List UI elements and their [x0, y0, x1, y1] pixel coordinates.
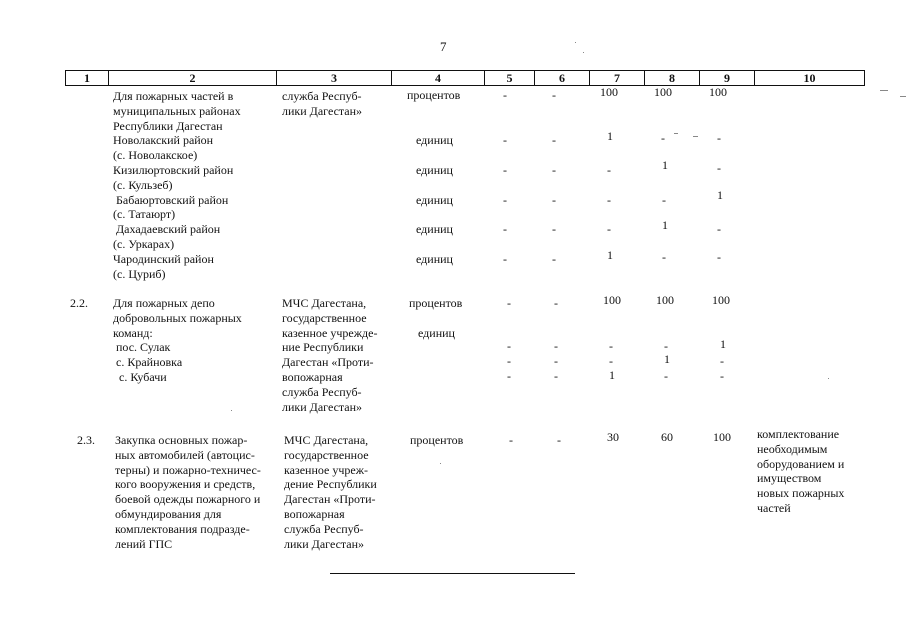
name-line: терны) и пожарно-техничес- — [115, 462, 261, 477]
col6-cell: - — [552, 163, 556, 177]
col8-cell: - — [662, 250, 666, 264]
col6-cell: - — [554, 354, 558, 368]
col7-cell: - — [609, 354, 613, 368]
name-line: Чародинский район — [113, 251, 214, 266]
col5-cell: - — [507, 354, 511, 368]
unit-cell: единиц — [416, 163, 453, 177]
col8-cell: 100 — [654, 85, 672, 99]
header-col-3: 3 — [277, 71, 392, 85]
block3-name — [115, 433, 261, 551]
col6-cell: - — [552, 88, 556, 102]
name-line: с. Кубачи — [113, 369, 167, 384]
result-line: комплектование — [757, 427, 840, 441]
col6-cell: - — [552, 193, 556, 207]
col9-cell: 1 — [717, 188, 723, 202]
header-col-9: 9 — [700, 71, 755, 85]
name-line: Новолакский район — [113, 133, 214, 148]
name-line: ных автомобилей (автоцис- — [115, 447, 255, 462]
name-line: Кизилюртовский район — [113, 162, 234, 177]
block3-executor — [284, 433, 377, 551]
col7-cell: 1 — [607, 248, 613, 262]
executor-line: служба Респуб- — [282, 384, 362, 399]
executor-line: казенное учреж- — [284, 462, 369, 477]
name-line: Дахадаевский район — [113, 222, 221, 237]
col8-cell: 60 — [661, 430, 673, 444]
col6-cell: - — [554, 369, 558, 383]
block3-result — [757, 427, 844, 516]
block2-name — [113, 296, 242, 385]
scan-speck — [880, 90, 888, 91]
unit-cell: процентов — [409, 296, 463, 310]
col5-cell: - — [503, 163, 507, 177]
name-line: с. Крайновка — [113, 355, 183, 370]
name-line: комплектования подразде- — [115, 521, 250, 536]
col7-cell: - — [607, 163, 611, 177]
scan-speck — [828, 378, 829, 379]
block1-name — [113, 89, 241, 281]
page-number: 7 — [440, 39, 447, 54]
executor-line: ние Республики — [282, 340, 364, 355]
header-col-2: 2 — [109, 71, 277, 85]
col8-cell: 1 — [662, 218, 668, 232]
col7-cell: - — [609, 339, 613, 353]
name-line: (с. Кульзеб) — [113, 177, 173, 192]
col8-cell: - — [664, 369, 668, 383]
executor-line: вопожарная — [284, 506, 345, 521]
executor-line: вопожарная — [282, 369, 343, 384]
executor-line: казенное учрежде- — [282, 325, 378, 340]
col5-cell: - — [507, 369, 511, 383]
name-line: (с. Уркарах) — [113, 236, 175, 251]
header-col-6: 6 — [535, 71, 590, 85]
name-line: Для пожарных депо — [113, 296, 215, 310]
col7-cell: 30 — [607, 430, 619, 444]
result-line: имуществом — [757, 471, 822, 486]
col9-cell: 100 — [712, 293, 730, 307]
executor-line: лики Дагестан» — [284, 536, 365, 551]
block2-executor — [282, 296, 377, 414]
col5-cell: - — [507, 339, 511, 353]
col6-cell: - — [552, 252, 556, 266]
executor-line: Дагестан «Проти- — [282, 355, 374, 370]
table-header — [65, 70, 865, 86]
scan-speck — [693, 136, 698, 137]
result-line: частей — [757, 500, 791, 515]
col9-cell: - — [717, 161, 721, 175]
scan-speck — [583, 52, 584, 53]
name-line: пос. Сулак — [113, 340, 171, 355]
executor-line: лики Дагестан» — [282, 399, 363, 414]
block1-executor — [282, 89, 362, 119]
result-line: необходимым — [757, 441, 828, 456]
col5-cell: - — [509, 433, 513, 447]
unit-cell: процентов — [407, 88, 461, 102]
col9-cell: - — [720, 354, 724, 368]
unit-cell: единиц — [418, 326, 455, 340]
col6-cell: - — [554, 296, 558, 310]
executor-line: государственное — [284, 447, 369, 462]
col6-cell: - — [552, 222, 556, 236]
name-line: добровольных пожарных — [113, 310, 242, 325]
col9-cell: 100 — [713, 430, 731, 444]
unit-cell: единиц — [416, 133, 453, 147]
bottom-divider — [330, 573, 575, 574]
col8-cell: - — [661, 131, 665, 145]
executor-line: служба Респуб- — [284, 521, 364, 536]
name-line: Бабаюртовский район — [113, 192, 229, 207]
executor-line: Дагестан «Проти- — [284, 492, 376, 507]
scan-speck — [440, 463, 441, 464]
col7-cell: - — [607, 222, 611, 236]
header-col-7: 7 — [590, 71, 645, 85]
col5-cell: - — [503, 193, 507, 207]
col9-cell: 100 — [709, 85, 727, 99]
name-line: команд: — [113, 325, 153, 340]
result-line: оборудованием и — [757, 456, 845, 471]
row-number: 2.3. — [77, 433, 95, 447]
header-col-5: 5 — [485, 71, 535, 85]
scan-speck — [900, 96, 906, 97]
scan-speck — [674, 133, 678, 134]
unit-cell: единиц — [416, 222, 453, 236]
col9-cell: 1 — [720, 337, 726, 351]
name-line: (с. Новолакское) — [113, 148, 198, 163]
col7-cell: 100 — [603, 293, 621, 307]
scan-speck — [575, 42, 576, 43]
col6-cell: - — [557, 433, 561, 447]
executor-line: служба Респуб- — [282, 89, 362, 103]
col7-cell: 1 — [607, 129, 613, 143]
col8-cell: - — [662, 193, 666, 207]
col5-cell: - — [503, 133, 507, 147]
executor-line: дение Республики — [284, 477, 377, 492]
name-line: обмундирования для — [115, 506, 222, 521]
col9-cell: - — [717, 250, 721, 264]
col8-cell: 100 — [656, 293, 674, 307]
executor-line: государственное — [282, 310, 367, 325]
name-line: Закупка основных пожар- — [115, 433, 248, 447]
col5-cell: - — [507, 296, 511, 310]
name-line: боевой одежды пожарного и — [115, 492, 261, 507]
row-number: 2.2. — [70, 296, 88, 310]
col8-cell: - — [664, 339, 668, 353]
name-line: Республики Дагестан — [113, 118, 223, 133]
col9-cell: - — [717, 222, 721, 236]
col7-cell: 100 — [600, 85, 618, 99]
unit-cell: единиц — [416, 193, 453, 207]
col9-cell: - — [717, 131, 721, 145]
result-line: новых пожарных — [757, 486, 845, 501]
unit-cell: процентов — [410, 433, 464, 447]
name-line: муниципальных районах — [113, 103, 241, 118]
col7-cell: - — [607, 193, 611, 207]
header-col-1: 1 — [66, 71, 109, 85]
name-line: (с. Цуриб) — [113, 266, 166, 281]
col8-cell: 1 — [662, 158, 668, 172]
col6-cell: - — [554, 339, 558, 353]
col8-cell: 1 — [664, 352, 670, 366]
name-line: кого вооружения и средств, — [115, 477, 256, 492]
col9-cell: - — [720, 369, 724, 383]
header-col-8: 8 — [645, 71, 700, 85]
col6-cell: - — [552, 133, 556, 147]
name-line: лений ГПС — [115, 536, 173, 551]
unit-cell: единиц — [416, 252, 453, 266]
executor-line: МЧС Дагестана, — [284, 433, 369, 447]
executor-line: МЧС Дагестана, — [282, 296, 367, 310]
header-col-4: 4 — [392, 71, 485, 85]
col5-cell: - — [503, 222, 507, 236]
scan-speck — [231, 410, 232, 411]
name-line: (с. Татаюрт) — [113, 207, 176, 222]
col7-cell: 1 — [609, 368, 615, 382]
executor-line: лики Дагестан» — [282, 103, 363, 118]
col5-cell: - — [503, 252, 507, 266]
name-line: Для пожарных частей в — [113, 89, 234, 103]
header-col-10: 10 — [803, 71, 816, 85]
col5-cell: - — [503, 88, 507, 102]
